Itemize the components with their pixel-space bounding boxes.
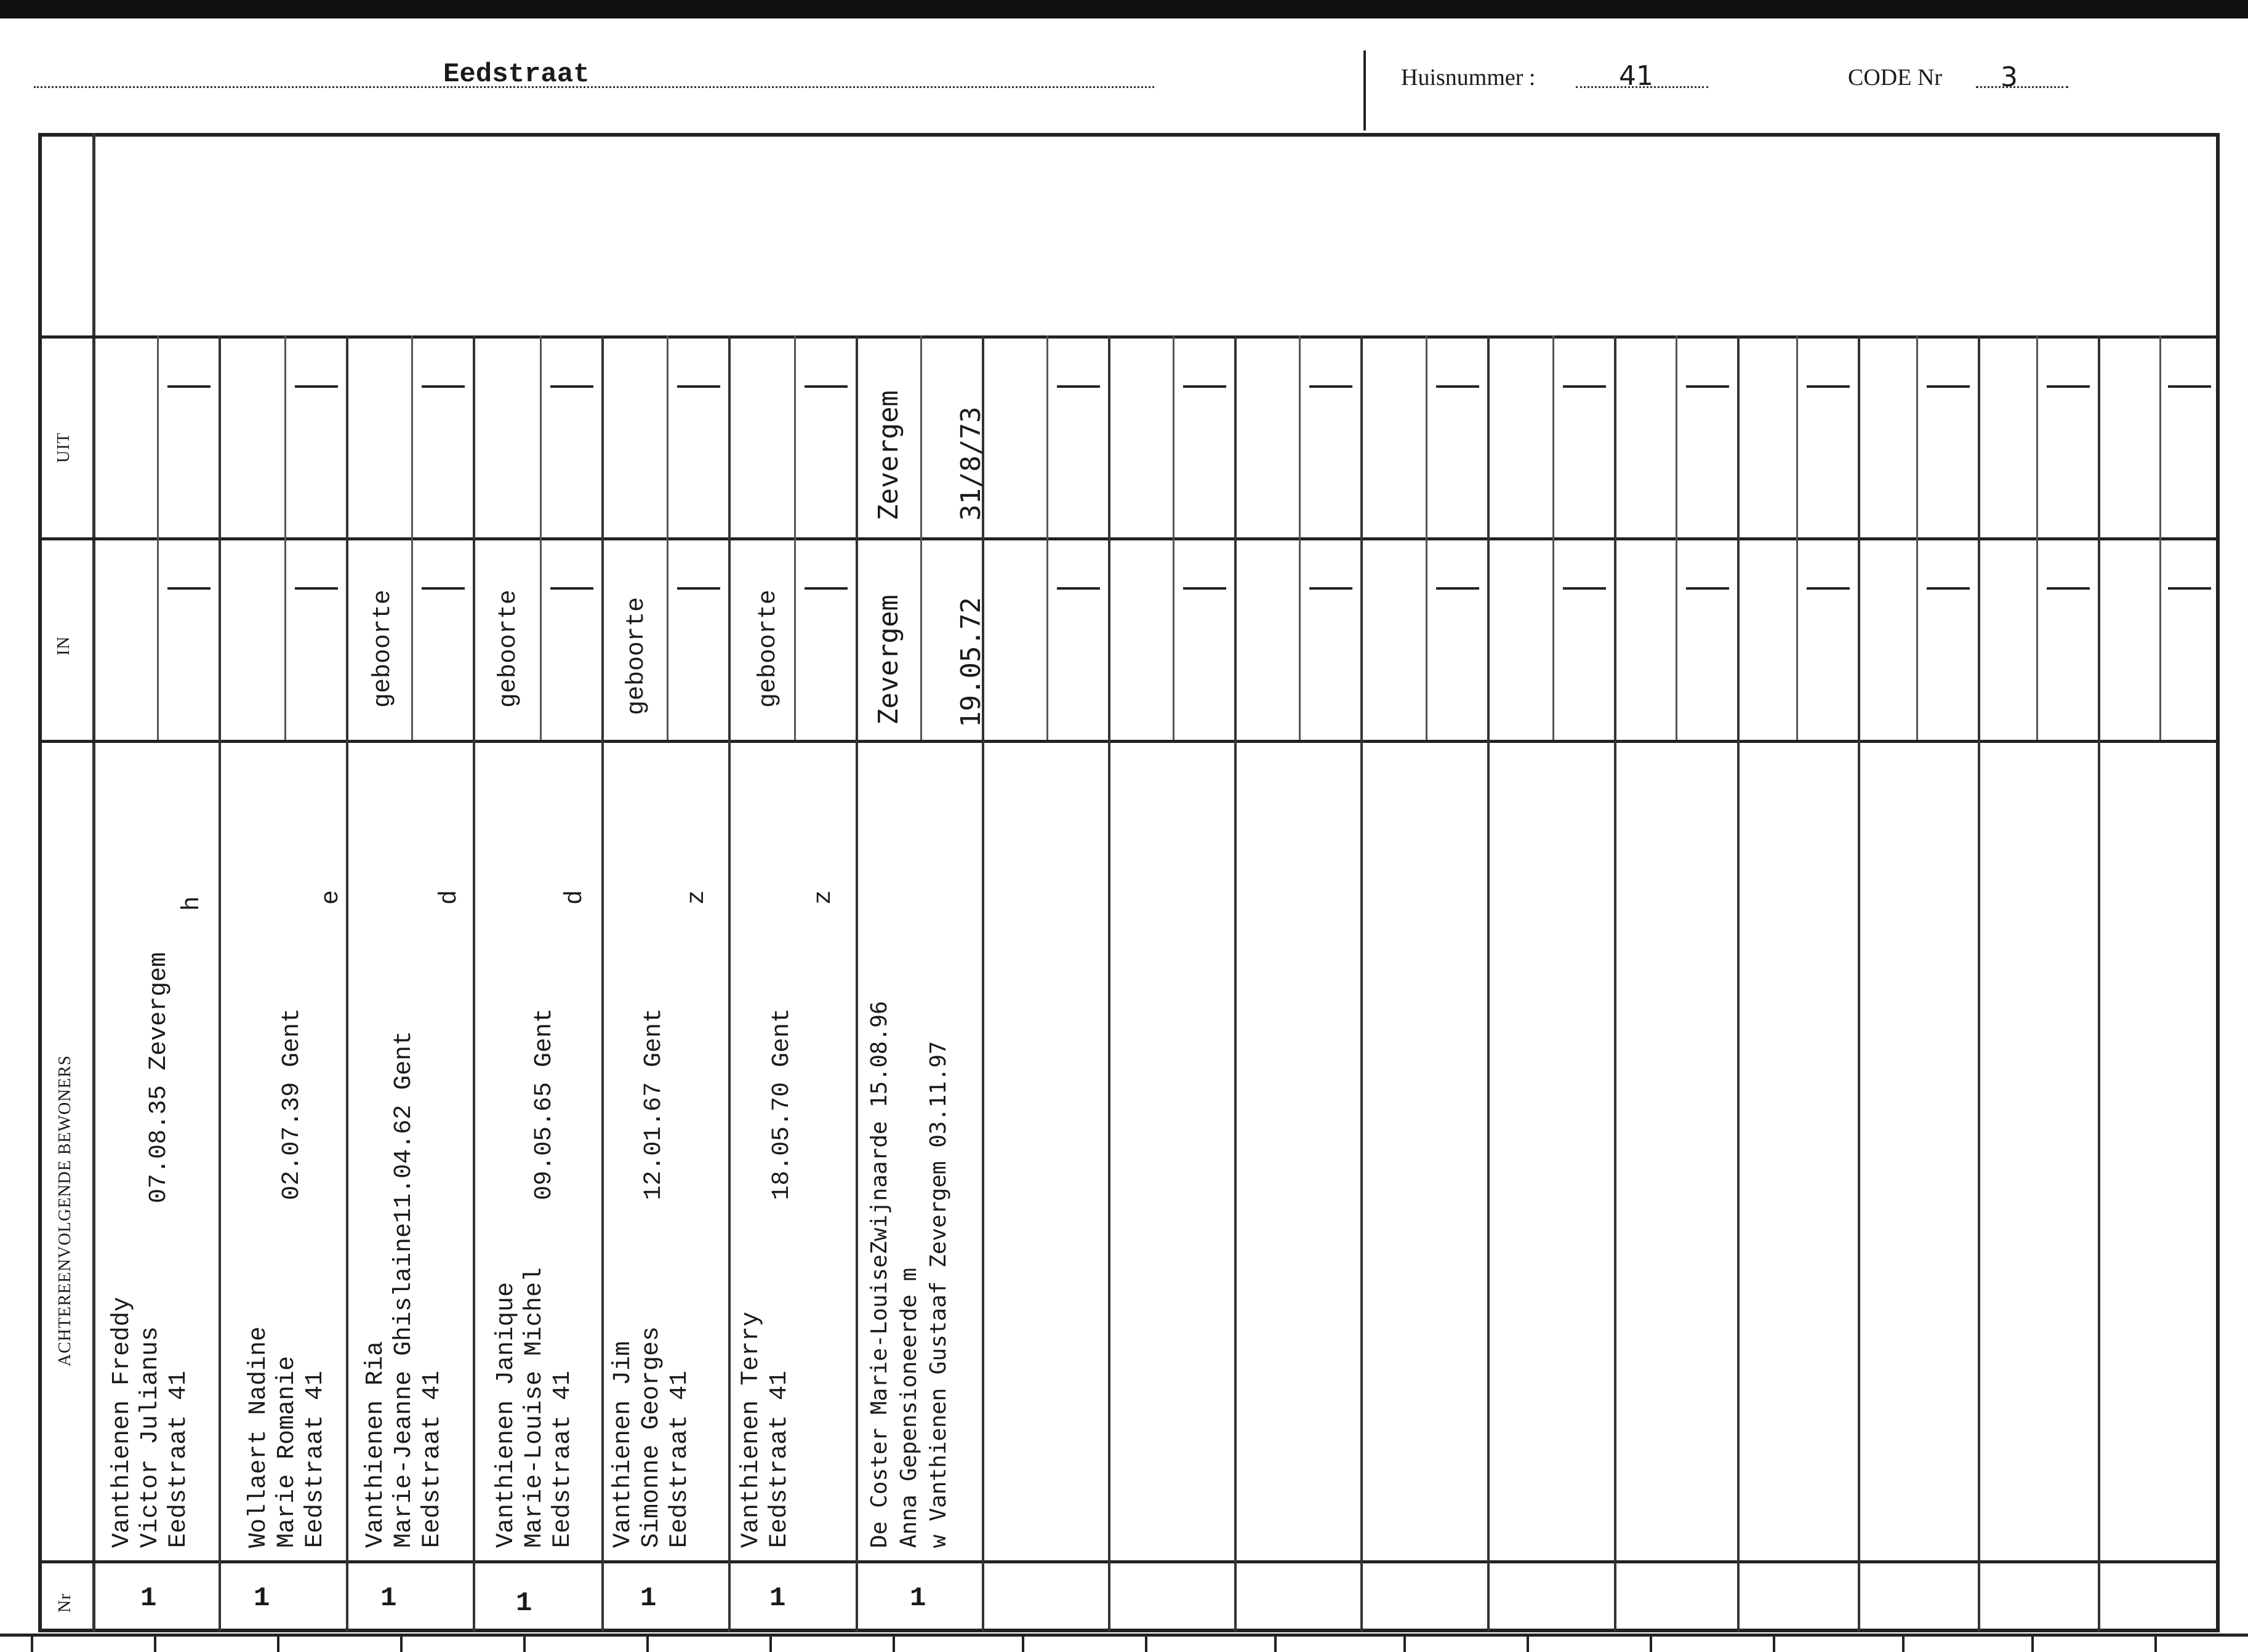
label-column-divider — [92, 133, 95, 1632]
resident-name: Vanthienen Terry — [737, 1311, 765, 1548]
uit-dash — [1686, 385, 1729, 388]
resident-date-2: 02.07.39 Gent — [278, 1008, 306, 1200]
resident-name: De Coster Marie-LouiseZwijnaarde 15.08.96 — [867, 1001, 892, 1548]
resident-entry-6 — [737, 1312, 794, 1548]
resident-name: Vanthienen Janique — [492, 1281, 520, 1548]
resident-entry-4 — [492, 1267, 577, 1548]
in-dash — [1807, 587, 1850, 590]
in-dash — [1183, 587, 1226, 590]
column-line — [1978, 335, 1980, 1632]
in-dash — [677, 587, 720, 590]
sub-column-line — [1046, 335, 1048, 740]
sub-column-line — [1173, 335, 1174, 740]
entry-nr: 1 — [254, 1583, 270, 1614]
uit-dash — [1563, 385, 1606, 388]
resident-address: Eedstraat 41 — [766, 1370, 793, 1548]
resident-name: Vanthienen Ria — [362, 1341, 390, 1548]
resident-given-names: Marie Romanie — [273, 1355, 301, 1548]
column-line — [1858, 335, 1860, 1632]
uit-dash — [1807, 385, 1850, 388]
uit-dash — [677, 385, 720, 388]
column-line — [1360, 335, 1363, 1632]
column-line — [856, 335, 858, 1632]
uit-dash — [295, 385, 338, 388]
bottom-tick — [646, 1634, 649, 1652]
uit-dash — [167, 385, 211, 388]
resident-given-names: Marie-Jeanne Ghislaine11.04.62 Gent — [390, 1030, 418, 1548]
resident-code-5: z — [683, 889, 711, 905]
bottom-tick — [31, 1634, 33, 1652]
in-dash — [805, 587, 848, 590]
column-line — [982, 335, 984, 1632]
resident-date-4: 09.05.65 Gent — [531, 1008, 558, 1200]
column-line — [2098, 335, 2100, 1632]
in-dash — [2047, 587, 2090, 590]
sub-column-line — [411, 335, 413, 740]
section-label-bewoners: ACHTEREENVOLGENDE BEWONERS — [55, 1055, 74, 1366]
bottom-tick — [523, 1634, 526, 1652]
resident-address: w Vanthienen Gustaaf Zevergem 03.11.97 — [926, 1041, 951, 1548]
house-number-value: 41 — [1619, 60, 1653, 92]
sub-column-line — [1426, 335, 1427, 740]
resident-date-5: 12.01.67 Gent — [640, 1008, 668, 1200]
in-dash — [1309, 587, 1352, 590]
bottom-tick — [277, 1634, 279, 1652]
sub-column-line — [1916, 335, 1918, 740]
column-line — [219, 335, 221, 1632]
uit-date: 31/8/73 — [955, 406, 987, 521]
bottom-tick — [1650, 1634, 1652, 1652]
in-dash — [295, 587, 338, 590]
uit-dash — [1436, 385, 1479, 388]
bottom-tick — [769, 1634, 772, 1652]
sub-column-line — [1552, 335, 1554, 740]
in-place: geboorte — [495, 589, 523, 708]
in-dash — [2168, 587, 2211, 590]
label-column-line-2 — [38, 537, 94, 540]
resident-given-names: Victor Julianus — [137, 1326, 164, 1548]
resident-entry-1 — [108, 1297, 193, 1548]
column-line — [601, 335, 604, 1632]
sub-column-line — [920, 335, 922, 740]
entry-nr: 1 — [516, 1588, 532, 1619]
code-label: CODE Nr — [1848, 65, 1943, 90]
resident-name: Vanthienen Jim — [609, 1341, 637, 1548]
resident-address: Eedstraat 41 — [165, 1370, 193, 1548]
resident-address: Eedstraat 41 — [666, 1370, 694, 1548]
entry-nr: 1 — [380, 1583, 397, 1614]
uit-dash — [2047, 385, 2090, 388]
header-separator — [1363, 50, 1366, 130]
resident-code-2: e — [318, 889, 345, 905]
bottom-tick — [2031, 1634, 2034, 1652]
resident-code-6: z — [810, 889, 838, 905]
in-place: geboorte — [623, 596, 651, 715]
entry-nr: 1 — [140, 1583, 157, 1614]
resident-code-1: h — [179, 896, 206, 911]
bottom-edge-line — [0, 1634, 2248, 1637]
column-line — [1614, 335, 1616, 1632]
row-divider-bewoners-nr — [38, 1560, 2220, 1563]
entry-nr: 1 — [640, 1583, 657, 1614]
house-number-label: Huisnummer : — [1401, 65, 1536, 90]
sub-column-line — [1676, 335, 1677, 740]
resident-code-4: d — [561, 889, 589, 905]
sub-column-line — [157, 335, 159, 740]
entry-nr: 1 — [910, 1583, 926, 1614]
uit-dash — [550, 385, 593, 388]
column-line — [1737, 335, 1740, 1632]
uit-dash — [2168, 385, 2211, 388]
in-dash — [1563, 587, 1606, 590]
bottom-tick — [1274, 1634, 1277, 1652]
column-line — [728, 335, 731, 1632]
resident-given-names: Marie-Louise Michel — [521, 1267, 548, 1548]
bottom-tick — [1403, 1634, 1406, 1652]
street-dotted-line — [34, 74, 1154, 88]
label-column-top-line — [38, 335, 94, 339]
sub-column-line — [794, 335, 796, 740]
code-dotted-line — [1976, 78, 2068, 88]
sub-column-line — [1796, 335, 1798, 740]
in-place: geboorte — [369, 589, 397, 708]
label-column-line-3 — [38, 740, 94, 743]
bottom-tick — [1527, 1634, 1529, 1652]
bottom-tick — [1022, 1634, 1024, 1652]
entry-nr: 1 — [769, 1583, 786, 1614]
section-label-uit: UIT — [54, 432, 73, 463]
column-line — [1108, 335, 1110, 1632]
resident-entry-3 — [362, 1031, 447, 1548]
column-line — [1487, 335, 1490, 1632]
column-line — [1234, 335, 1237, 1632]
uit-dash — [1057, 385, 1100, 388]
uit-dash — [1183, 385, 1226, 388]
bottom-tick — [1145, 1634, 1147, 1652]
resident-address: Eedstraat 41 — [549, 1370, 577, 1548]
sub-column-line — [540, 335, 542, 740]
in-dash — [422, 587, 465, 590]
sub-column-line — [1299, 335, 1301, 740]
bottom-tick — [893, 1634, 895, 1652]
in-dash — [550, 587, 593, 590]
resident-given-names: Anna Gepensioneerde m — [896, 1267, 921, 1548]
in-dash — [1927, 587, 1970, 590]
sub-column-line — [667, 335, 668, 740]
resident-address: Eedstraat 41 — [302, 1370, 329, 1548]
bottom-tick — [154, 1634, 156, 1652]
column-line — [346, 335, 348, 1632]
resident-code-3: d — [436, 889, 464, 905]
in-dash — [1057, 587, 1100, 590]
in-dash — [1436, 587, 1479, 590]
row-divider-in-bewoners — [92, 740, 2220, 743]
resident-date-6: 18.05.70 Gent — [768, 1008, 796, 1200]
in-place: Zevergem — [873, 595, 904, 725]
resident-address: Eedstraat 41 — [419, 1370, 446, 1548]
sub-column-line — [2159, 335, 2161, 740]
resident-entry-5 — [609, 1326, 694, 1548]
code-value: 3 — [2001, 62, 2018, 93]
bottom-tick — [1902, 1634, 1905, 1652]
column-line — [473, 335, 475, 1632]
uit-dash — [1927, 385, 1970, 388]
bottom-tick — [1773, 1634, 1775, 1652]
resident-date-1: 07.08.35 Zevergem — [145, 952, 173, 1203]
uit-dash — [805, 385, 848, 388]
in-dash — [1686, 587, 1729, 590]
bottom-tick — [2154, 1634, 2157, 1652]
uit-dash — [1309, 385, 1352, 388]
in-dash — [167, 587, 211, 590]
in-place: geboorte — [755, 589, 782, 708]
resident-given-names: Simonne Georges — [638, 1326, 665, 1548]
in-date: 19.05.72 — [955, 597, 987, 728]
uit-place: Zevergem — [873, 390, 904, 521]
resident-entry-7 — [865, 1001, 953, 1548]
sub-column-line — [284, 335, 286, 740]
resident-name: Wollaert Nadine — [245, 1326, 273, 1548]
resident-name: Vanthienen Freddy — [108, 1296, 136, 1548]
uit-dash — [422, 385, 465, 388]
section-label-nr: Nr — [55, 1593, 74, 1613]
sub-column-line — [2036, 335, 2038, 740]
bottom-tick — [400, 1634, 403, 1652]
street-name: Eedstraat — [443, 59, 590, 90]
section-label-in: IN — [54, 636, 73, 656]
top-edge-band — [0, 0, 2248, 18]
resident-entry-2 — [245, 1326, 330, 1548]
